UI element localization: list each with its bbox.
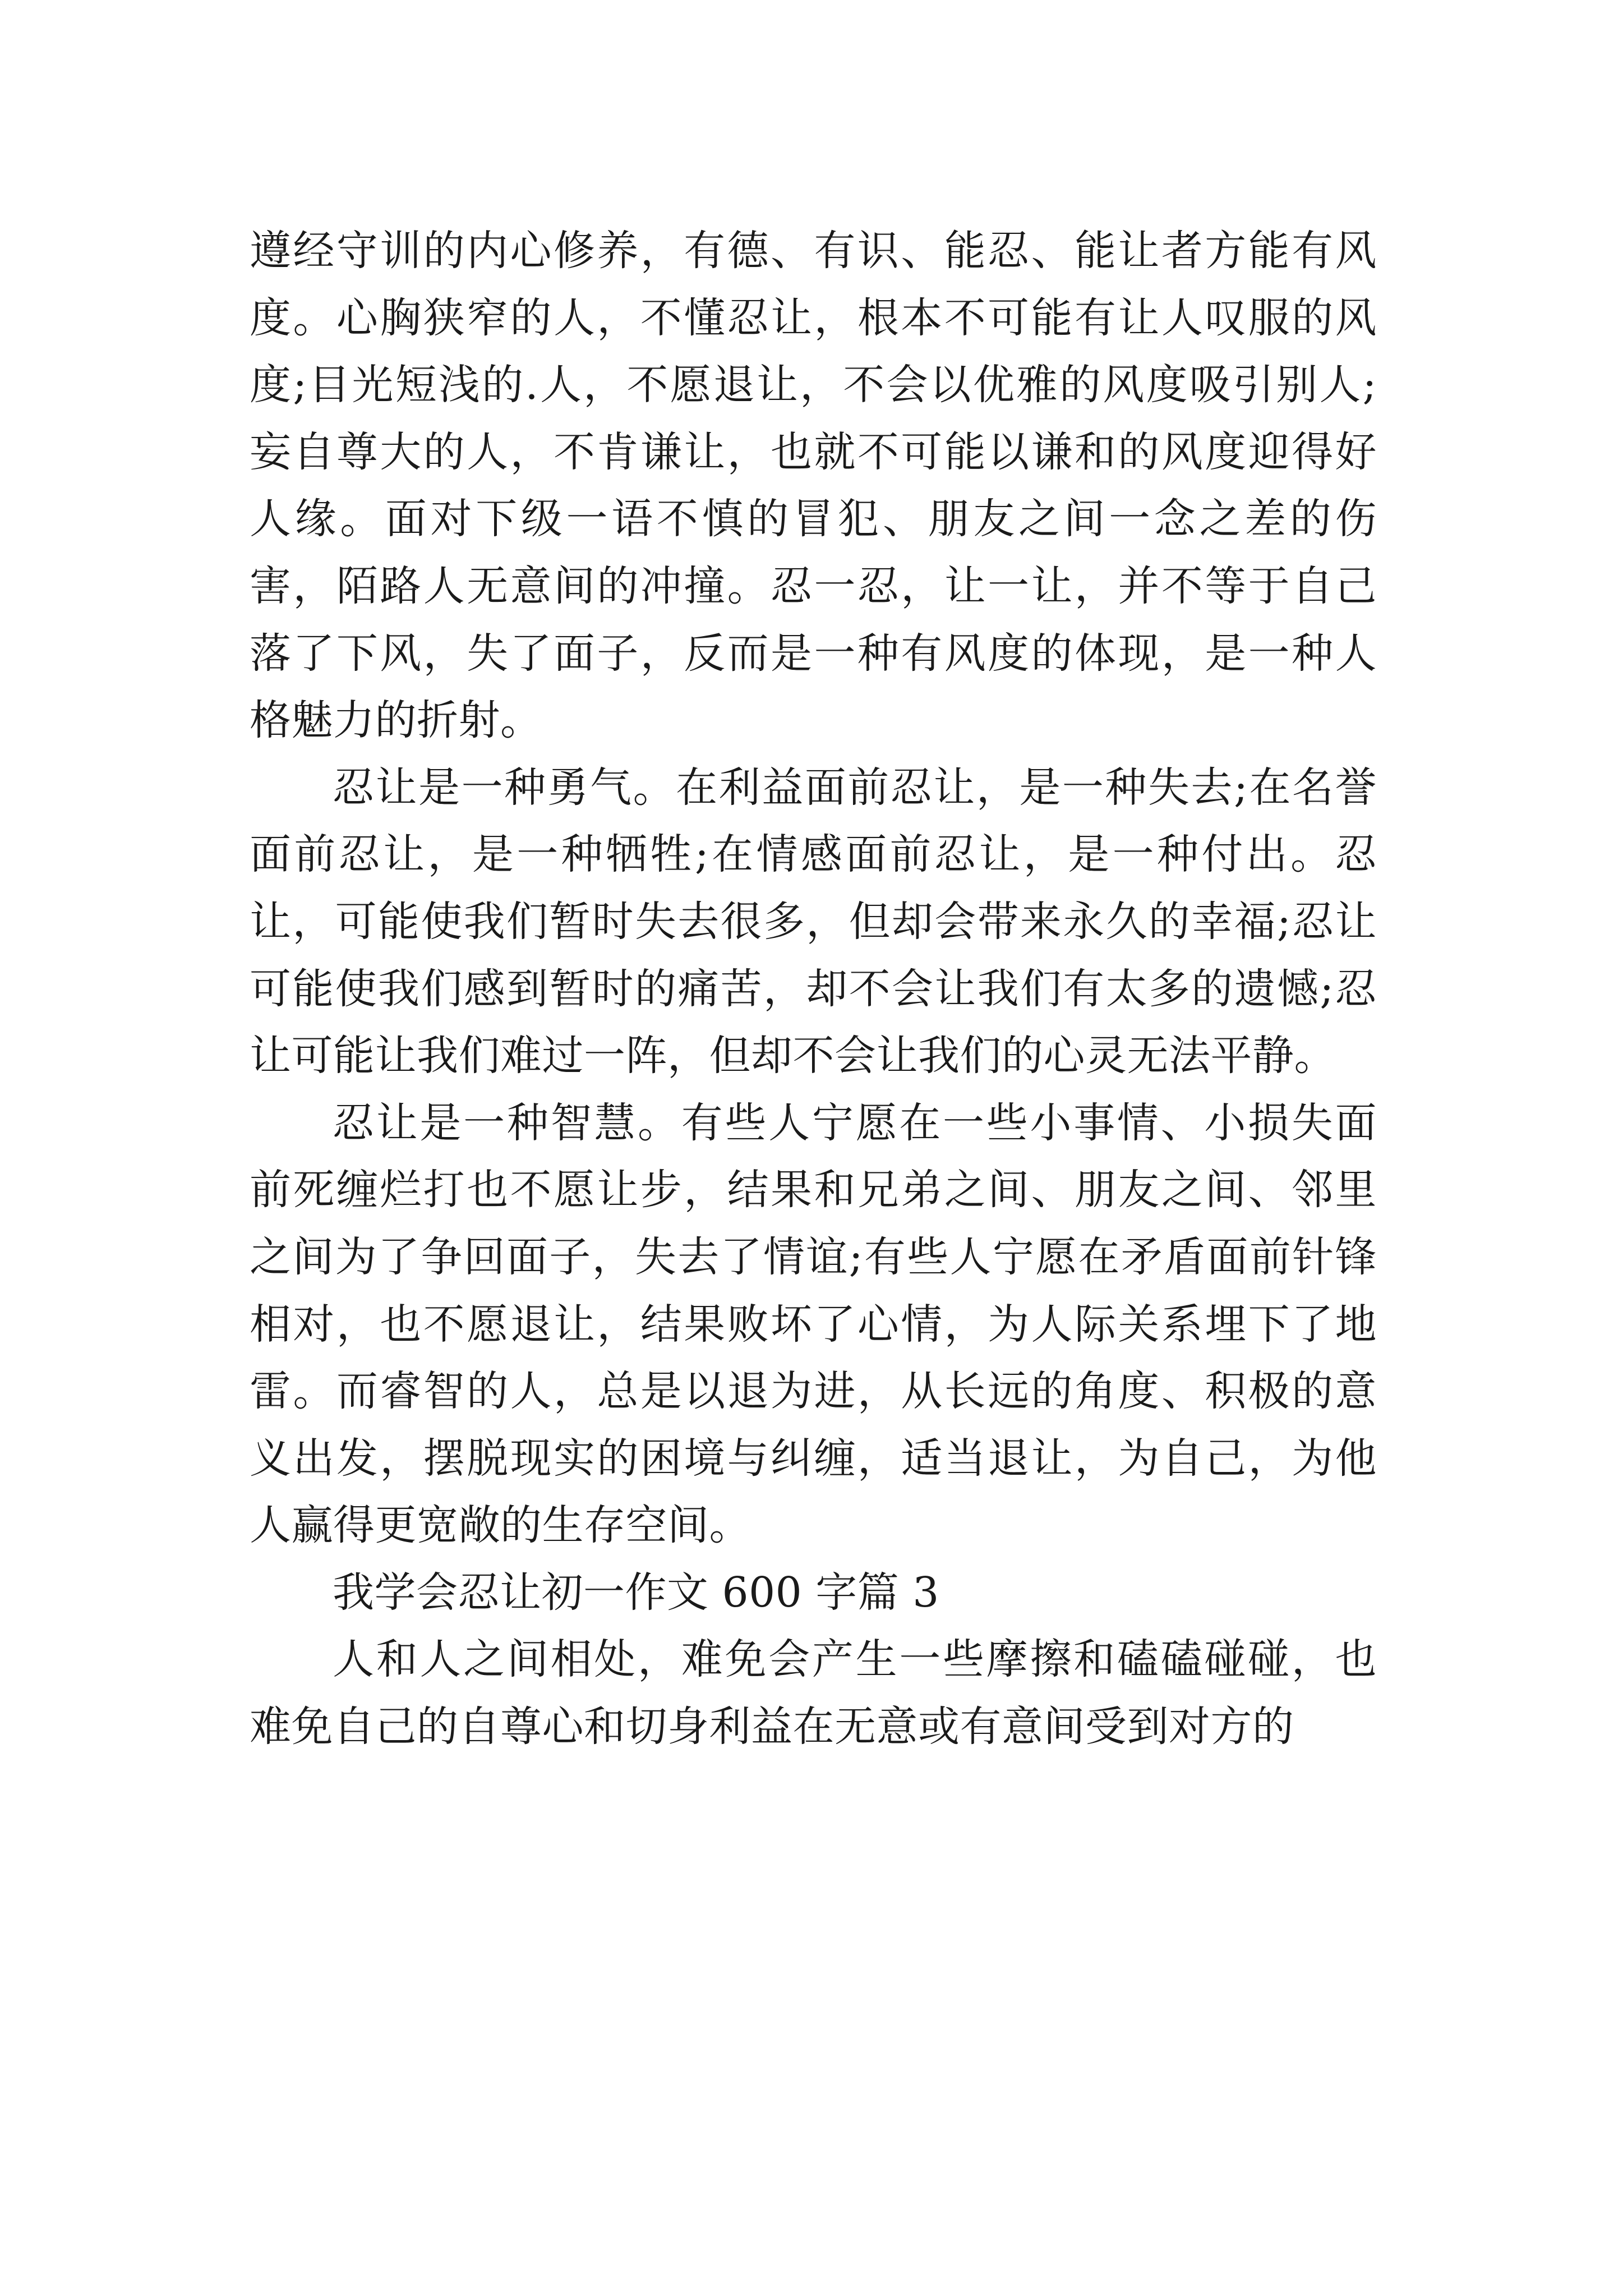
- paragraph-4: 人和人之间相处，难免会产生一些摩擦和磕磕碰碰，也难免自己的自尊心和切身利益在无意或有意间受到对方的: [250, 1635, 1377, 1751]
- paragraph-1: 遵经守训的内心修养，有德、有识、能忍、能让者方能有风度。心胸狭窄的人，不懂忍让，根本不可能有让人叹服的风度;目光短浅的.人，不愿退让，不会以优雅的风度吸引别人;妄自尊大的人，不肯谦让，也就不可能以谦和的风度迎得好人缘。面对下级一语不慎的冒犯、朋友之间一念之差的伤害，陌路人无意间的冲撞。忍一忍，让一让，并不等于自己落了下风，失了面子，反而是一种有风度的体现，是一种人格魅力的折射。: [250, 227, 1377, 745]
- paragraph-3: 忍让是一种智慧。有些人宁愿在一些小事情、小损失面前死缠烂打也不愿让步，结果和兄弟之间、朋友之间、邻里之间为了争回面子，失去了情谊;有些人宁愿在矛盾面前针锋相对，也不愿退让，结果败坏了心情，为人际关系埋下了地雷。而睿智的人，总是以退为进，从长远的角度、积极的意义出发，摆脱现实的困境与纠缠，适当退让，为自己，为他人赢得更宽敞的生存空间。: [250, 1098, 1377, 1550]
- document-body: [250, 218, 1377, 1761]
- paragraph-2: 忍让是一种勇气。在利益面前忍让，是一种失去;在名誉面前忍让，是一种牺牲;在情感面前忍让，是一种付出。忍让，可能使我们暂时失去很多，但却会带来永久的幸福;忍让可能使我们感到暂时的痛苦，却不会让我们有太多的遗憾;忍让可能让我们难过一阵，但却不会让我们的心灵无法平静。: [250, 763, 1377, 1080]
- section-heading: 我学会忍让初一作文 600 字篇 3: [333, 1568, 939, 1617]
